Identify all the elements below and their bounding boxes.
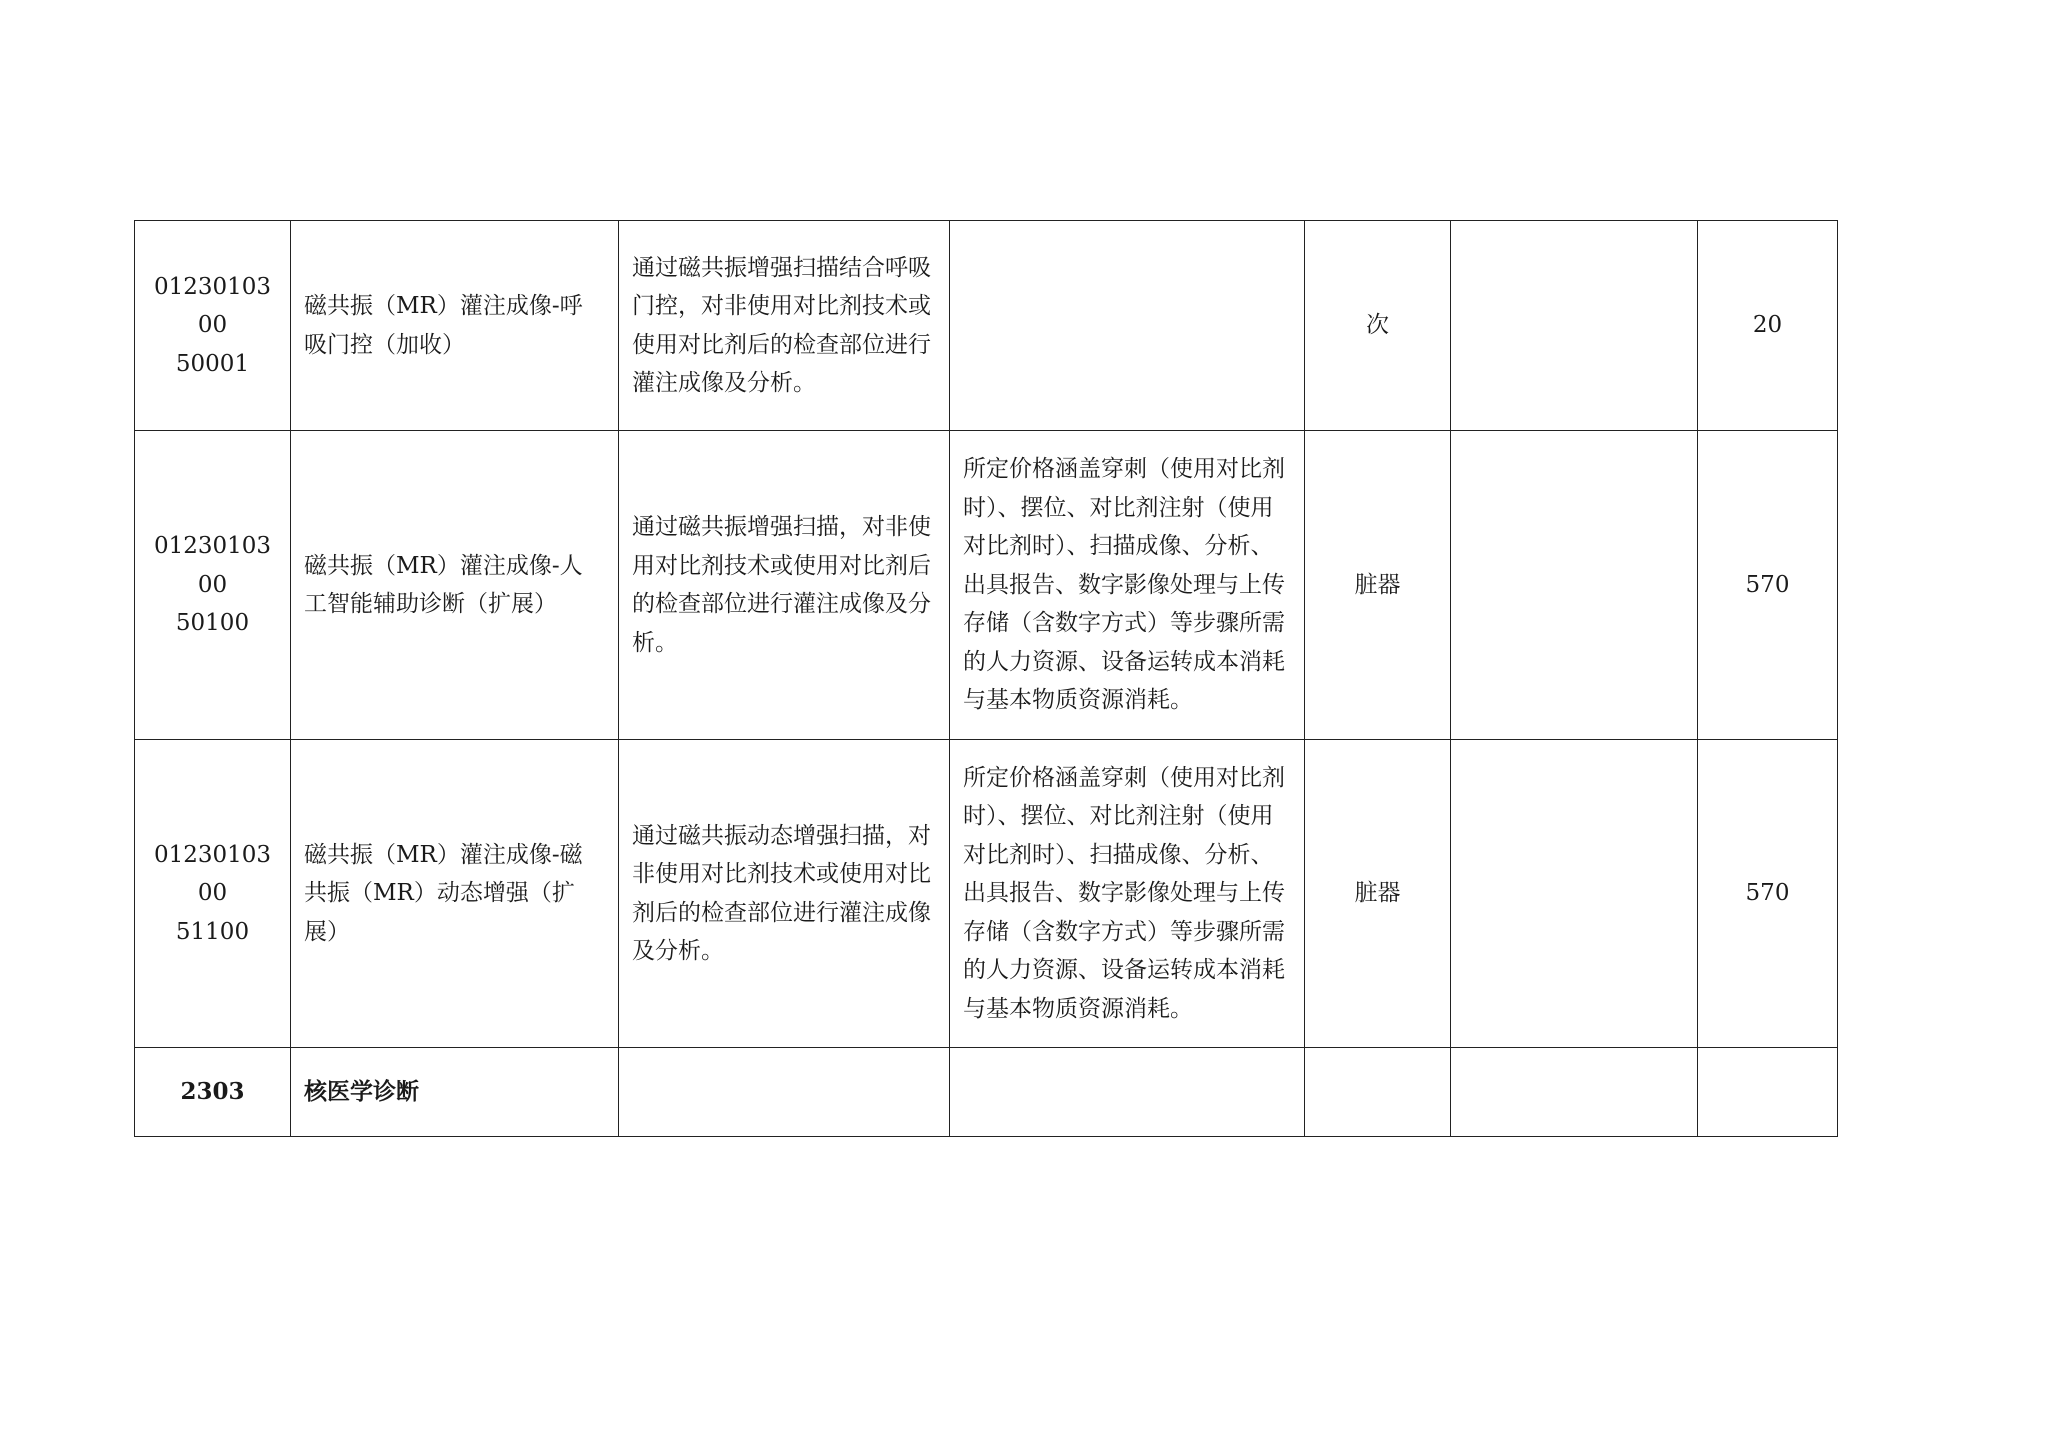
service-content-cell: 通过磁共振动态增强扫描，对非使用对比剂技术或使用对比剂后的检查部位进行灌注成像及分析。	[619, 740, 950, 1048]
service-content-cell: 通过磁共振增强扫描结合呼吸门控，对非使用对比剂技术或使用对比剂后的检查部位进行灌注成像及分析。	[619, 221, 950, 431]
empty-cell	[1698, 1048, 1838, 1137]
project-name-cell: 磁共振（MR）灌注成像-呼吸门控（加收）	[291, 221, 619, 431]
remarks-cell	[1451, 221, 1698, 431]
empty-cell	[1305, 1048, 1451, 1137]
price-composition-cell	[950, 221, 1305, 431]
category-code-cell: 2303	[135, 1048, 291, 1137]
remarks-cell	[1451, 740, 1698, 1048]
project-name-cell: 磁共振（MR）灌注成像-磁共振（MR）动态增强（扩展）	[291, 740, 619, 1048]
service-content-cell: 通过磁共振增强扫描，对非使用对比剂技术或使用对比剂后的检查部位进行灌注成像及分析。	[619, 431, 950, 740]
empty-cell	[1451, 1048, 1698, 1137]
project-code-cell	[135, 740, 291, 1048]
pricing-table	[134, 220, 1838, 1137]
table-row	[135, 740, 1838, 1048]
table-row	[135, 431, 1838, 740]
project-code-part-2: 50100	[175, 610, 250, 637]
category-name-cell: 核医学诊断	[291, 1048, 619, 1137]
table-row	[135, 221, 1838, 431]
category-row	[135, 1048, 1838, 1137]
project-code-part-2: 50001	[175, 350, 250, 377]
price-cell: 570	[1698, 740, 1838, 1048]
project-code-part-1: 0123010300	[153, 533, 272, 598]
pricing-unit-cell: 脏器	[1305, 431, 1451, 740]
project-code-part-1: 0123010300	[153, 841, 272, 907]
price-cell: 20	[1698, 221, 1838, 431]
empty-cell	[950, 1048, 1305, 1137]
remarks-cell	[1451, 431, 1698, 740]
project-code-part-1: 0123010300	[153, 273, 272, 339]
price-composition-cell: 所定价格涵盖穿刺（使用对比剂时）、摆位、对比剂注射（使用对比剂时）、扫描成像、分析、出具报告、数字影像处理与上传存储（含数字方式）等步骤所需的人力资源、设备运转成本消耗与基本物质资源消耗。	[950, 740, 1305, 1048]
project-code-part-2: 51100	[175, 918, 250, 945]
project-code-cell	[135, 221, 291, 431]
empty-cell	[619, 1048, 950, 1137]
pricing-unit-cell: 次	[1305, 221, 1451, 431]
project-code-cell	[135, 431, 291, 740]
price-cell: 570	[1698, 431, 1838, 740]
project-name-cell: 磁共振（MR）灌注成像-人工智能辅助诊断（扩展）	[291, 431, 619, 740]
pricing-unit-cell: 脏器	[1305, 740, 1451, 1048]
price-composition-cell: 所定价格涵盖穿刺（使用对比剂时）、摆位、对比剂注射（使用对比剂时）、扫描成像、分析、出具报告、数字影像处理与上传存储（含数字方式）等步骤所需的人力资源、设备运转成本消耗与基本物质资源消耗。	[950, 431, 1305, 740]
